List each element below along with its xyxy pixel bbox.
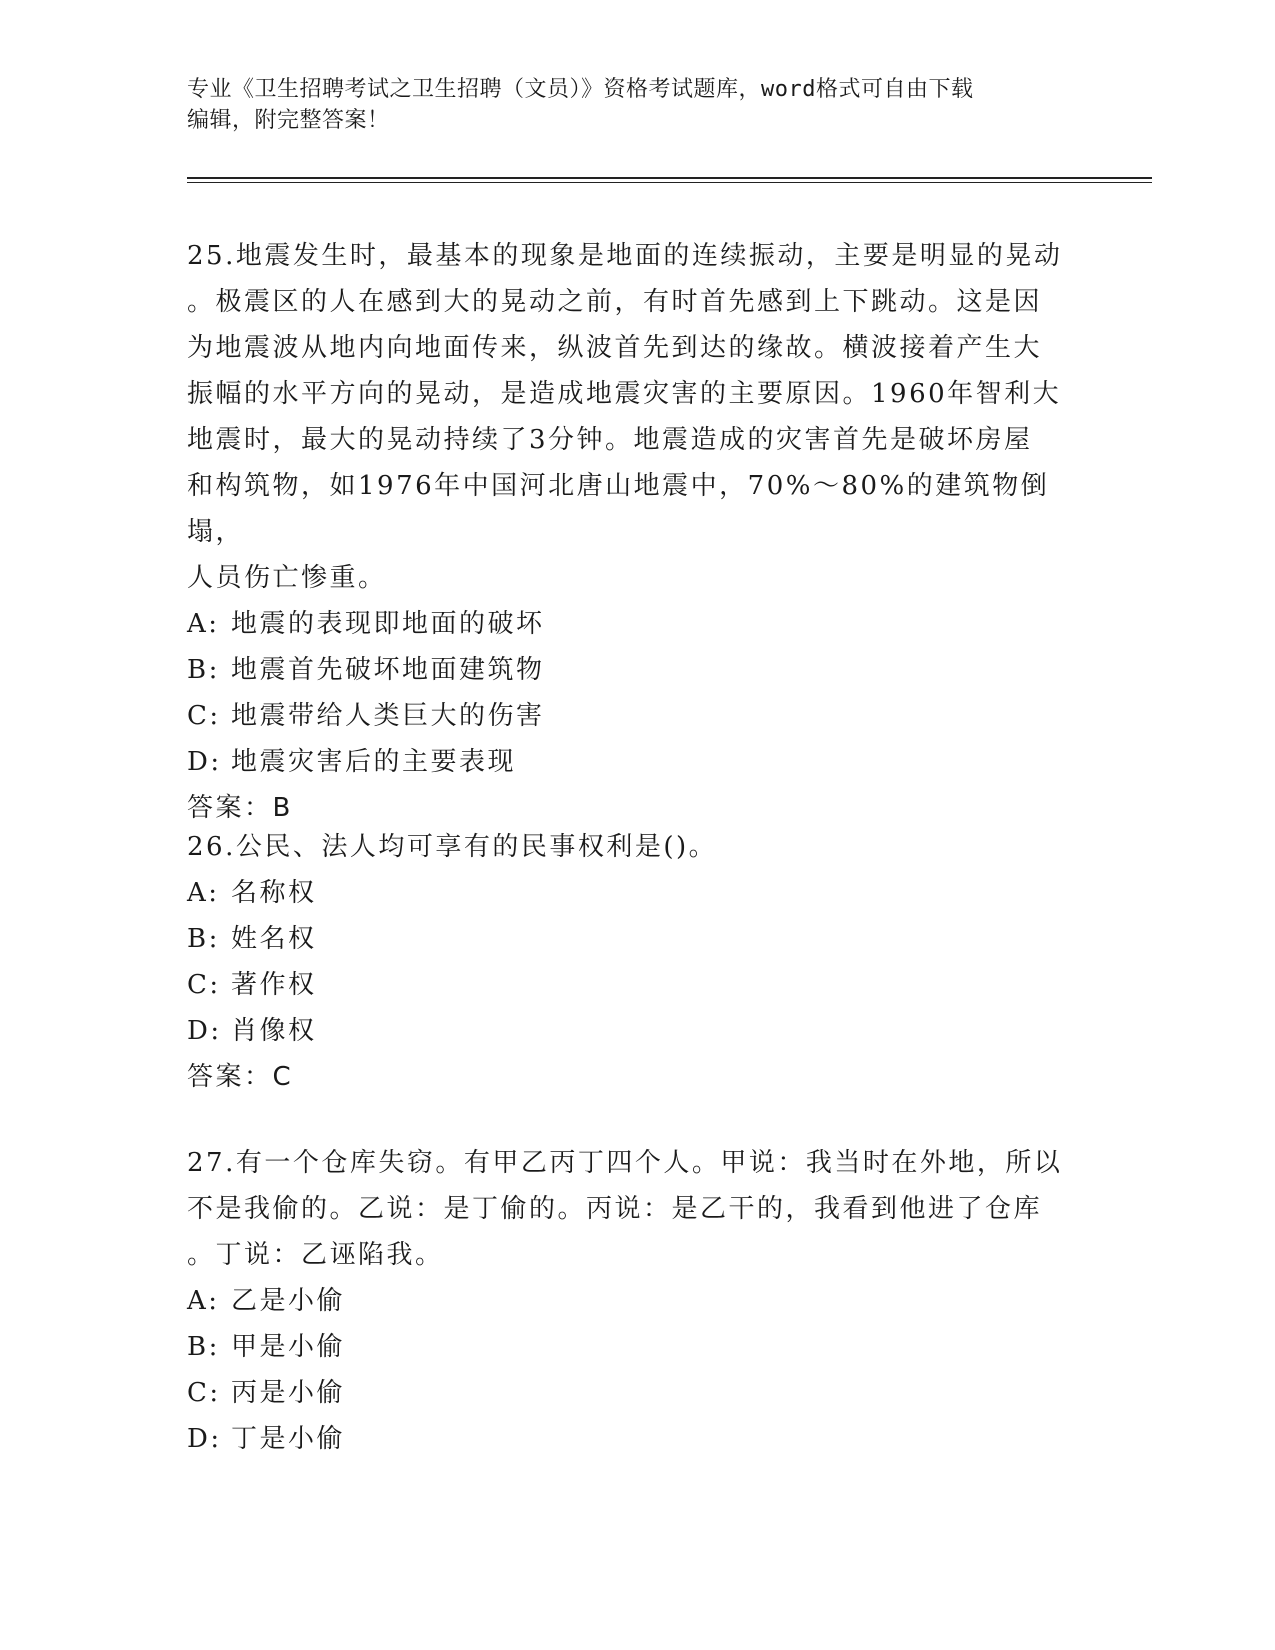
option-d <box>187 1008 1087 1054</box>
header-line-2: 编辑，附完整答案！ <box>187 108 390 133</box>
option-letter: C: <box>187 701 221 731</box>
question-stem-line: 地震时，最大的晃动持续了3分钟。地震造成的灾害首先是破坏房屋 <box>187 425 1033 455</box>
header-line-1: 专业《卫生招聘考试之卫生招聘（文员）》资格考试题库，word格式可自由下载 <box>187 77 974 102</box>
option-c <box>187 693 1087 739</box>
answer-label: 答案：B <box>187 793 293 823</box>
option-letter: A: <box>187 609 220 639</box>
question-stem-line: 。丁说：乙诬陷我。 <box>187 1240 444 1270</box>
option-letter: B: <box>187 655 220 685</box>
question-stem-line: 不是我偷的。乙说：是丁偷的。丙说：是乙干的，我看到他进了仓库 <box>187 1194 1043 1224</box>
option-d <box>187 739 1087 785</box>
question-number: 25. <box>187 241 236 271</box>
question-stem-line: 和构筑物，如1976年中国河北唐山地震中，70%～80%的建筑物倒塌， <box>187 471 1050 547</box>
option-text: 肖像权 <box>231 1016 317 1046</box>
option-letter: C: <box>187 970 221 1000</box>
option-letter: B: <box>187 924 220 954</box>
option-text: 地震灾害后的主要表现 <box>231 747 517 777</box>
option-letter: D: <box>187 1424 222 1454</box>
option-d <box>187 1416 1087 1462</box>
question-stem-line: 振幅的水平方向的晃动，是造成地震灾害的主要原因。1960年智利大 <box>187 379 1062 409</box>
option-text: 甲是小偷 <box>231 1332 346 1362</box>
option-a <box>187 601 1087 647</box>
question-stem-line: 。极震区的人在感到大的晃动之前，有时首先感到上下跳动。这是因 <box>187 287 1043 317</box>
question-stem-line: 25.地震发生时，最基本的现象是地面的连续振动，主要是明显的晃动 <box>187 241 1063 271</box>
option-text: 名称权 <box>231 878 317 908</box>
option-text: 地震带给人类巨大的伤害 <box>231 701 545 731</box>
header-divider-top <box>187 177 1152 179</box>
option-text: 地震的表现即地面的破坏 <box>231 609 545 639</box>
option-b <box>187 647 1087 693</box>
question-27 <box>187 1140 1087 1462</box>
question-stem-line: 人员伤亡惨重。 <box>187 563 387 593</box>
option-c <box>187 962 1087 1008</box>
question-26 <box>187 824 1087 1100</box>
option-text: 丁是小偷 <box>231 1424 346 1454</box>
question-25 <box>187 233 1087 831</box>
option-letter: C: <box>187 1378 221 1408</box>
option-text: 地震首先破坏地面建筑物 <box>231 655 545 685</box>
question-number: 27. <box>187 1148 236 1178</box>
header-divider-bottom <box>187 182 1152 183</box>
option-c <box>187 1370 1087 1416</box>
option-text: 著作权 <box>231 970 317 1000</box>
option-b <box>187 1324 1087 1370</box>
option-a <box>187 870 1087 916</box>
option-letter: B: <box>187 1332 220 1362</box>
option-text: 丙是小偷 <box>231 1378 346 1408</box>
question-stem-line: 27.有一个仓库失窃。有甲乙丙丁四个人。甲说：我当时在外地，所以 <box>187 1148 1063 1178</box>
option-letter: A: <box>187 1286 220 1316</box>
option-a <box>187 1278 1087 1324</box>
option-text: 乙是小偷 <box>231 1286 346 1316</box>
option-letter: D: <box>187 747 222 777</box>
answer-label: 答案：C <box>187 1062 294 1092</box>
option-letter: D: <box>187 1016 222 1046</box>
question-stem-line: 为地震波从地内向地面传来，纵波首先到达的缘故。横波接着产生大 <box>187 333 1043 363</box>
document-header <box>187 74 1087 136</box>
question-number: 26. <box>187 832 236 862</box>
option-letter: A: <box>187 878 220 908</box>
option-b <box>187 916 1087 962</box>
option-text: 姓名权 <box>231 924 317 954</box>
question-stem-line: 26.公民、法人均可享有的民事权利是()。 <box>187 832 718 862</box>
